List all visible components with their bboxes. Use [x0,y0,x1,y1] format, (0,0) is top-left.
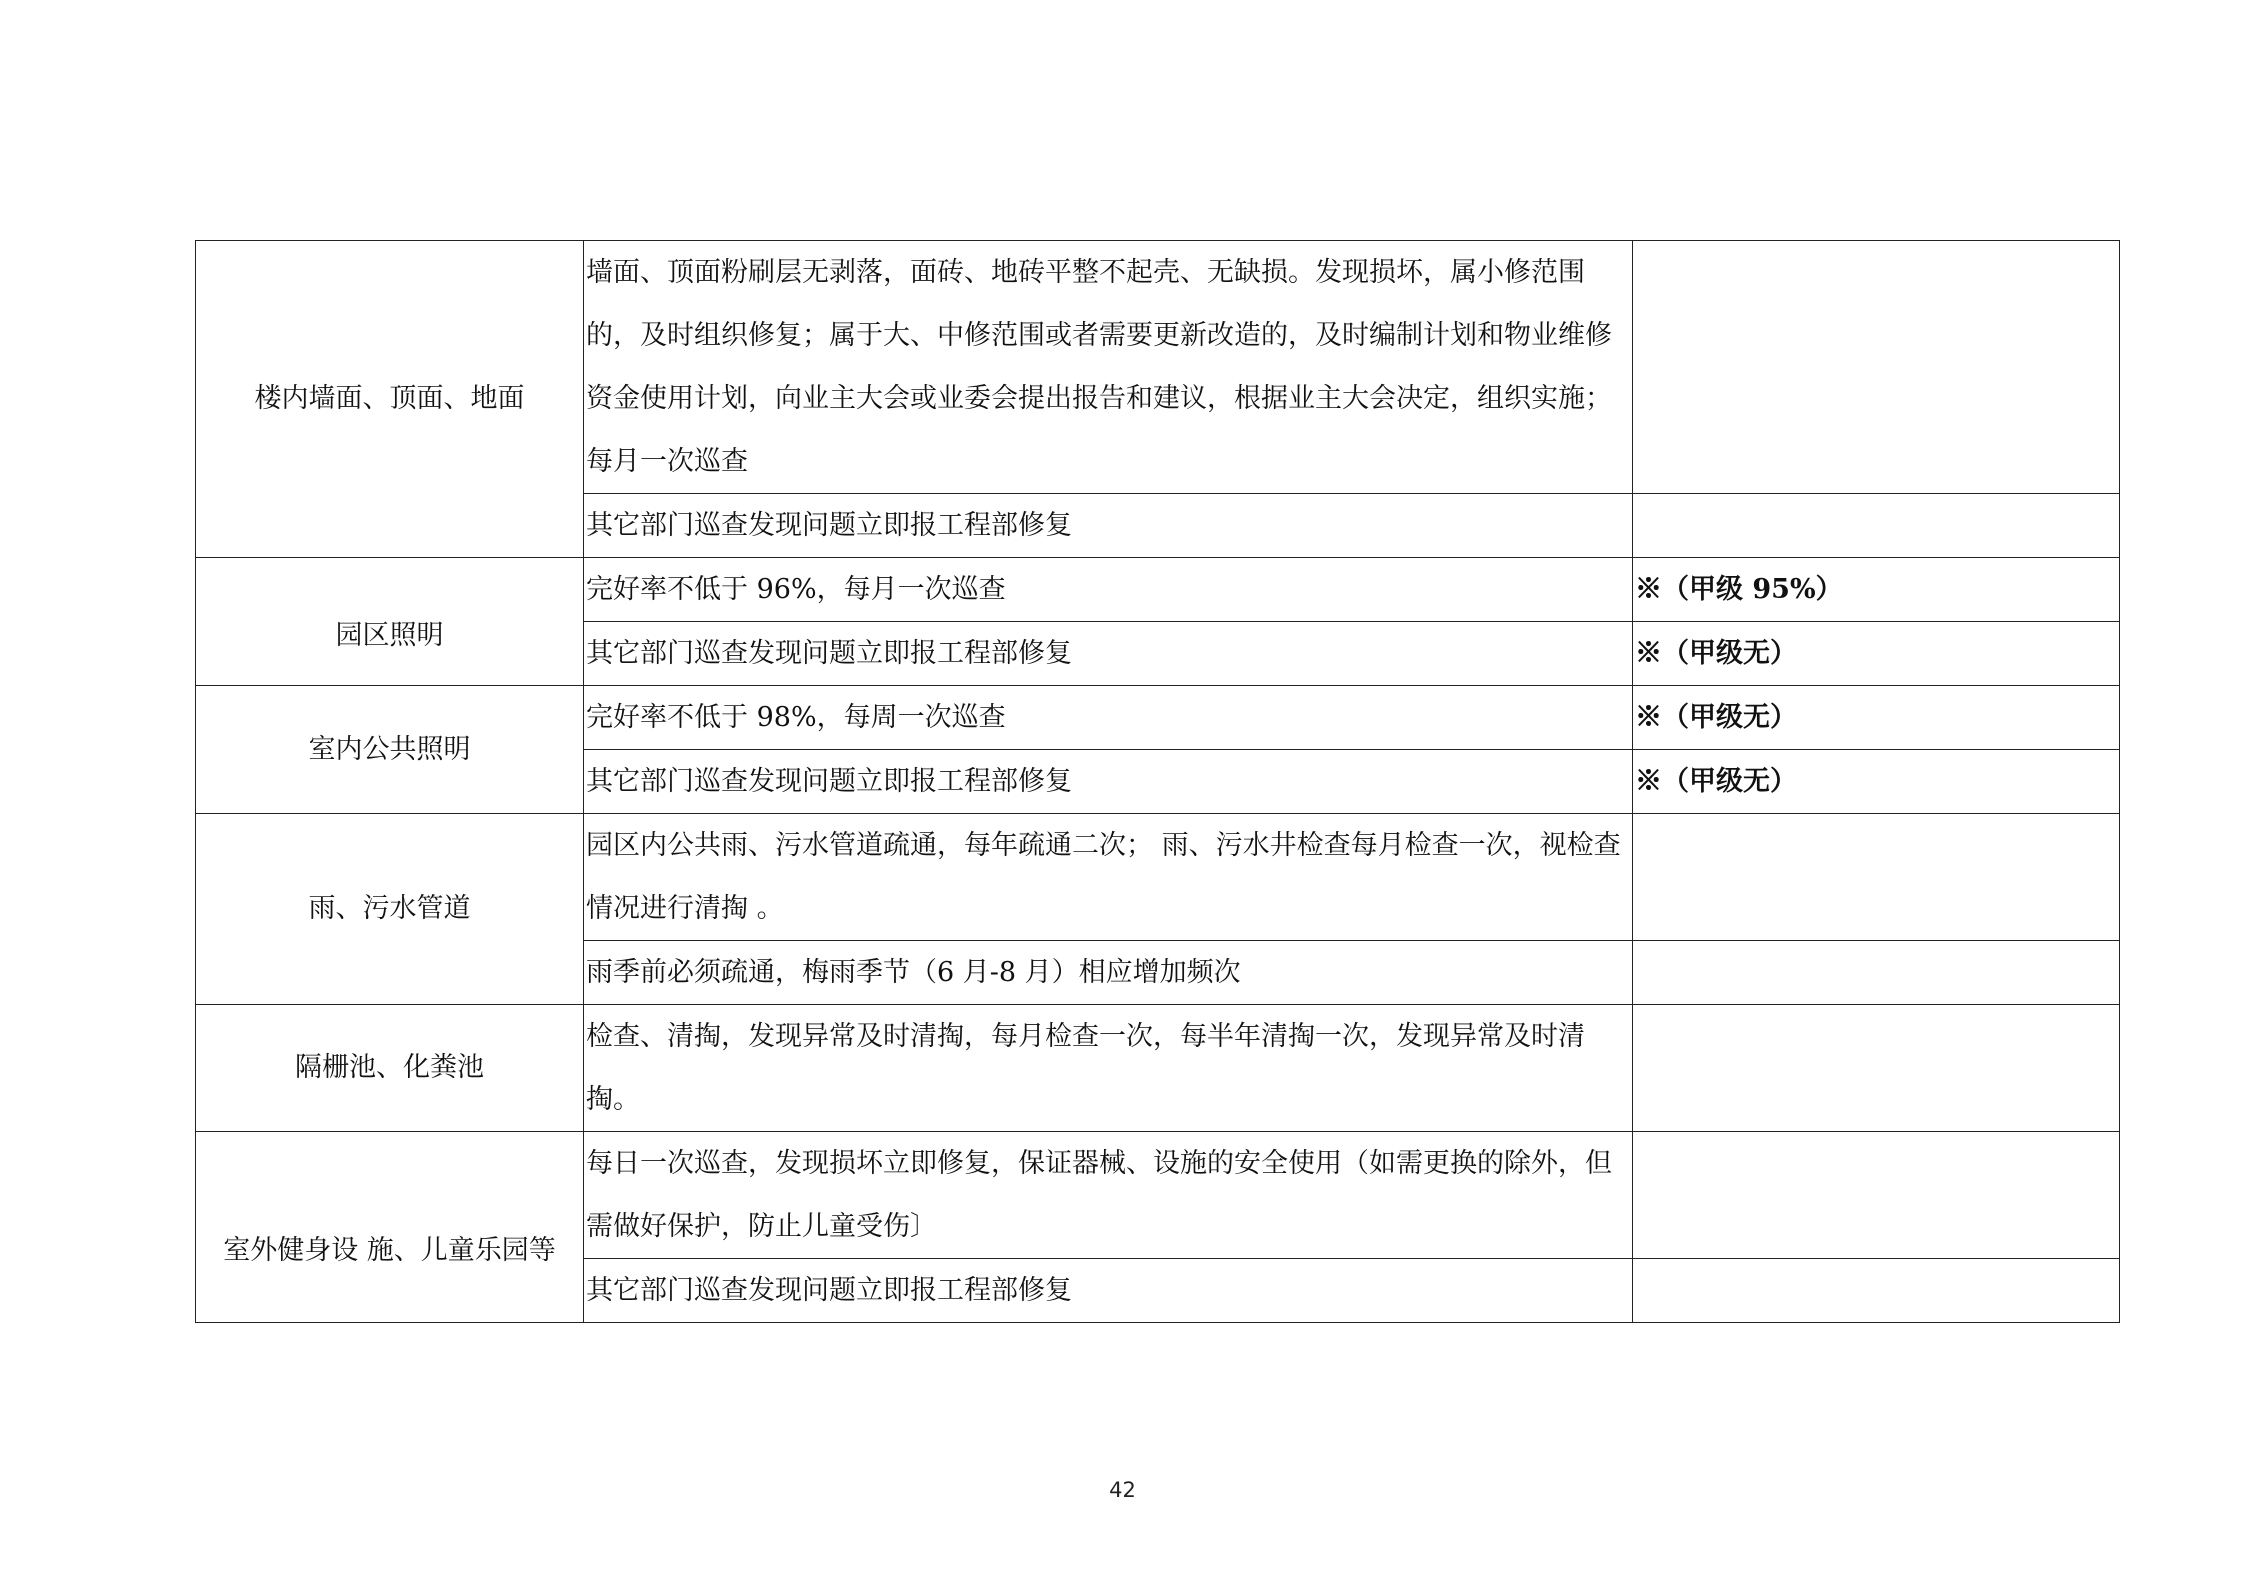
item-cell: 室内公共照明 [196,686,584,814]
maintenance-standards-table [195,240,2120,1323]
standard-cell: 墙面、顶面粉刷层无剥落，面砖、地砖平整不起壳、无缺损。发现损坏，属小修范围的，及时组织修复；属于大、中修范围或者需要更新改造的，及时编制计划和物业维修资金使用计划，向业主大会或业委会提出报告和建议，根据业主大会决定，组织实施；每月一次巡查 [584,241,1633,494]
note-cell [1633,941,2120,1005]
table-row [196,814,2120,941]
table-row [196,1132,2120,1259]
table-row [196,1005,2120,1132]
standard-cell: 其它部门巡查发现问题立即报工程部修复 [584,494,1633,558]
note-cell [1633,1132,2120,1259]
item-cell: 楼内墙面、顶面、地面 [196,241,584,558]
standard-cell: 其它部门巡查发现问题立即报工程部修复 [584,750,1633,814]
note-cell: ※（甲级无） [1633,622,2120,686]
item-cell: 室外健身设 施、儿童乐园等 [196,1132,584,1323]
standard-cell: 雨季前必须疏通，梅雨季节（6 月-8 月）相应增加频次 [584,941,1633,1005]
standard-cell: 其它部门巡查发现问题立即报工程部修复 [584,622,1633,686]
note-cell [1633,241,2120,494]
table-row [196,241,2120,494]
note-cell [1633,494,2120,558]
standard-cell: 园区内公共雨、污水管道疏通，每年疏通二次； 雨、污水井检查每月检查一次，视检查情况进行清掏 。 [584,814,1633,941]
note-cell [1633,1005,2120,1132]
standard-cell: 完好率不低于 96%，每月一次巡查 [584,558,1633,622]
standard-cell: 检查、清掏，发现异常及时清掏，每月检查一次，每半年清掏一次，发现异常及时清掏。 [584,1005,1633,1132]
standard-cell: 完好率不低于 98%，每周一次巡查 [584,686,1633,750]
note-cell: ※（甲级无） [1633,750,2120,814]
standard-cell: 其它部门巡查发现问题立即报工程部修复 [584,1259,1633,1323]
note-cell [1633,814,2120,941]
page-number: 42 [1109,1478,1136,1502]
note-cell: ※（甲级 95%） [1633,558,2120,622]
note-cell: ※（甲级无） [1633,686,2120,750]
item-cell: 园区照明 [196,558,584,686]
item-cell: 隔栅池、化粪池 [196,1005,584,1132]
item-cell: 雨、污水管道 [196,814,584,1005]
note-cell [1633,1259,2120,1323]
table-row [196,558,2120,622]
standard-cell: 每日一次巡查，发现损坏立即修复，保证器械、设施的安全使用（如需更换的除外，但需做好保护，防止儿童受伤〕 [584,1132,1633,1259]
table-row [196,686,2120,750]
